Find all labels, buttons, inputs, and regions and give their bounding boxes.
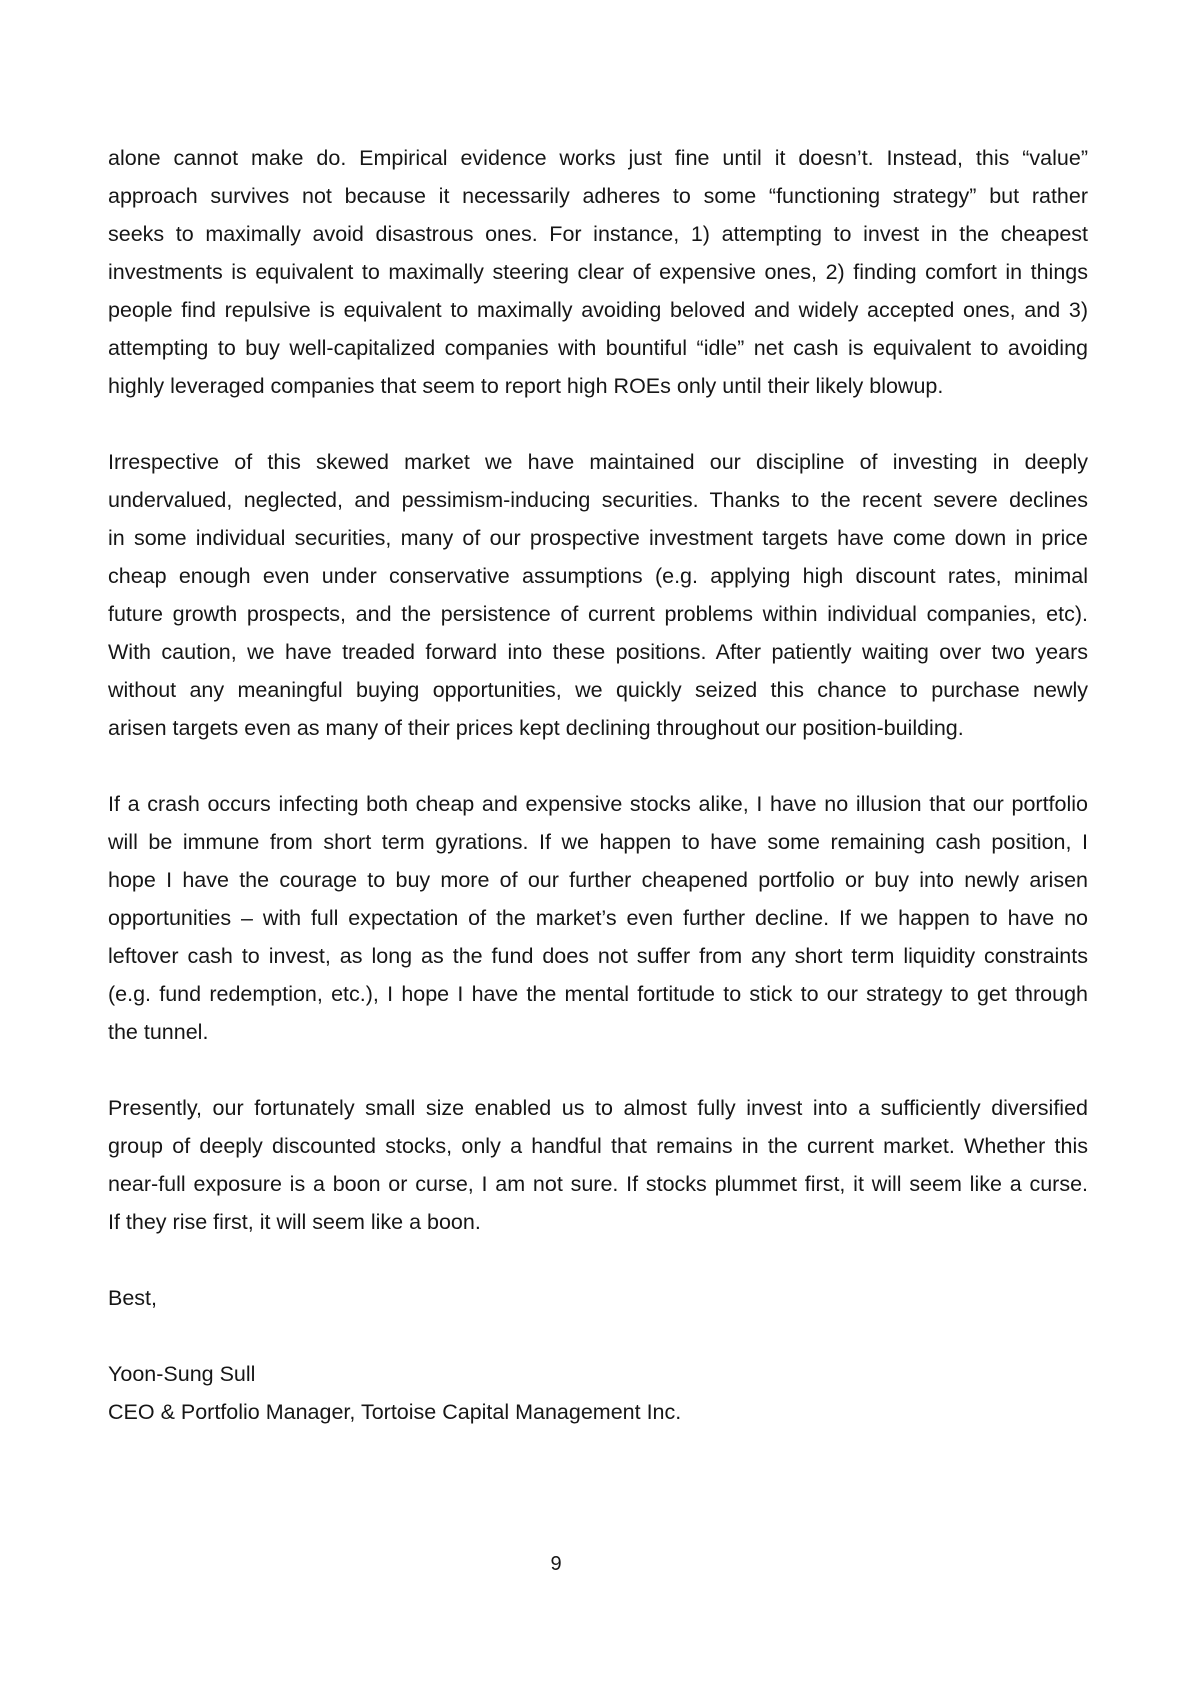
letter-body [108, 139, 1088, 1431]
signature-block [108, 1355, 1088, 1431]
paragraph-line: Irrespective of this skewed market we have maintained our discipline of investing in deeply [108, 450, 1088, 474]
paragraph-line: group of deeply discounted stocks, only a handful that remains in the current market. Whether this [108, 1134, 1088, 1158]
signature-name: Yoon-Sung Sull [108, 1362, 256, 1386]
paragraph-line: will be immune from short term gyrations. If we happen to have some remaining cash position, I [108, 830, 1088, 854]
paragraph-line: arisen targets even as many of their prices kept declining throughout our position-building. [108, 716, 964, 740]
paragraph-line: investments is equivalent to maximally steering clear of expensive ones, 2) finding comfort in things [108, 260, 1088, 284]
paragraph-4 [108, 1089, 1088, 1241]
page-number: 9 [550, 1553, 562, 1575]
paragraph-line: undervalued, neglected, and pessimism-inducing securities. Thanks to the recent severe declines [108, 488, 1088, 512]
paragraph-line: in some individual securities, many of our prospective investment targets have come down in price [108, 526, 1088, 550]
paragraph-line: If they rise first, it will seem like a boon. [108, 1210, 481, 1234]
signature-title: CEO & Portfolio Manager, Tortoise Capital Management Inc. [108, 1400, 682, 1424]
paragraph-line: highly leveraged companies that seem to report high ROEs only until their likely blowup. [108, 374, 944, 398]
paragraph-line: future growth prospects, and the persistence of current problems within individual companies, etc). [108, 602, 1088, 626]
paragraph-line: If a crash occurs infecting both cheap and expensive stocks alike, I have no illusion that our portfolio [108, 792, 1088, 816]
paragraph-line: leftover cash to invest, as long as the fund does not suffer from any short term liquidity constraints [108, 944, 1088, 968]
paragraph-line: alone cannot make do. Empirical evidence works just fine until it doesn’t. Instead, this “value” [108, 146, 1088, 170]
paragraph-line: hope I have the courage to buy more of our further cheapened portfolio or buy into newly arisen [108, 868, 1088, 892]
paragraph-line: seeks to maximally avoid disastrous ones. For instance, 1) attempting to invest in the cheapest [108, 222, 1088, 246]
paragraph-1 [108, 139, 1088, 405]
closing-salutation: Best, [108, 1286, 157, 1310]
paragraph-line: approach survives not because it necessarily adheres to some “functioning strategy” but rather [108, 184, 1088, 208]
paragraph-line: With caution, we have treaded forward into these positions. After patiently waiting over two years [108, 640, 1088, 664]
paragraph-line: attempting to buy well-capitalized companies with bountiful “idle” net cash is equivalent to avoiding [108, 336, 1088, 360]
paragraph-line: opportunities – with full expectation of the market’s even further decline. If we happen to have no [108, 906, 1088, 930]
paragraph-line: people find repulsive is equivalent to maximally avoiding beloved and widely accepted ones, and 3) [108, 298, 1088, 322]
paragraph-line: near-full exposure is a boon or curse, I am not sure. If stocks plummet first, it will seem like a curse. [108, 1172, 1088, 1196]
paragraph-line: cheap enough even under conservative assumptions (e.g. applying high discount rates, minimal [108, 564, 1088, 588]
paragraph-line: Presently, our fortunately small size enabled us to almost fully invest into a sufficiently diversified [108, 1096, 1088, 1120]
paragraph-2 [108, 443, 1088, 747]
paragraph-3 [108, 785, 1088, 1051]
paragraph-line: (e.g. fund redemption, etc.), I hope I have the mental fortitude to stick to our strategy to get through [108, 982, 1088, 1006]
paragraph-line: the tunnel. [108, 1020, 209, 1044]
paragraph-line: without any meaningful buying opportunities, we quickly seized this chance to purchase newly [108, 678, 1088, 702]
